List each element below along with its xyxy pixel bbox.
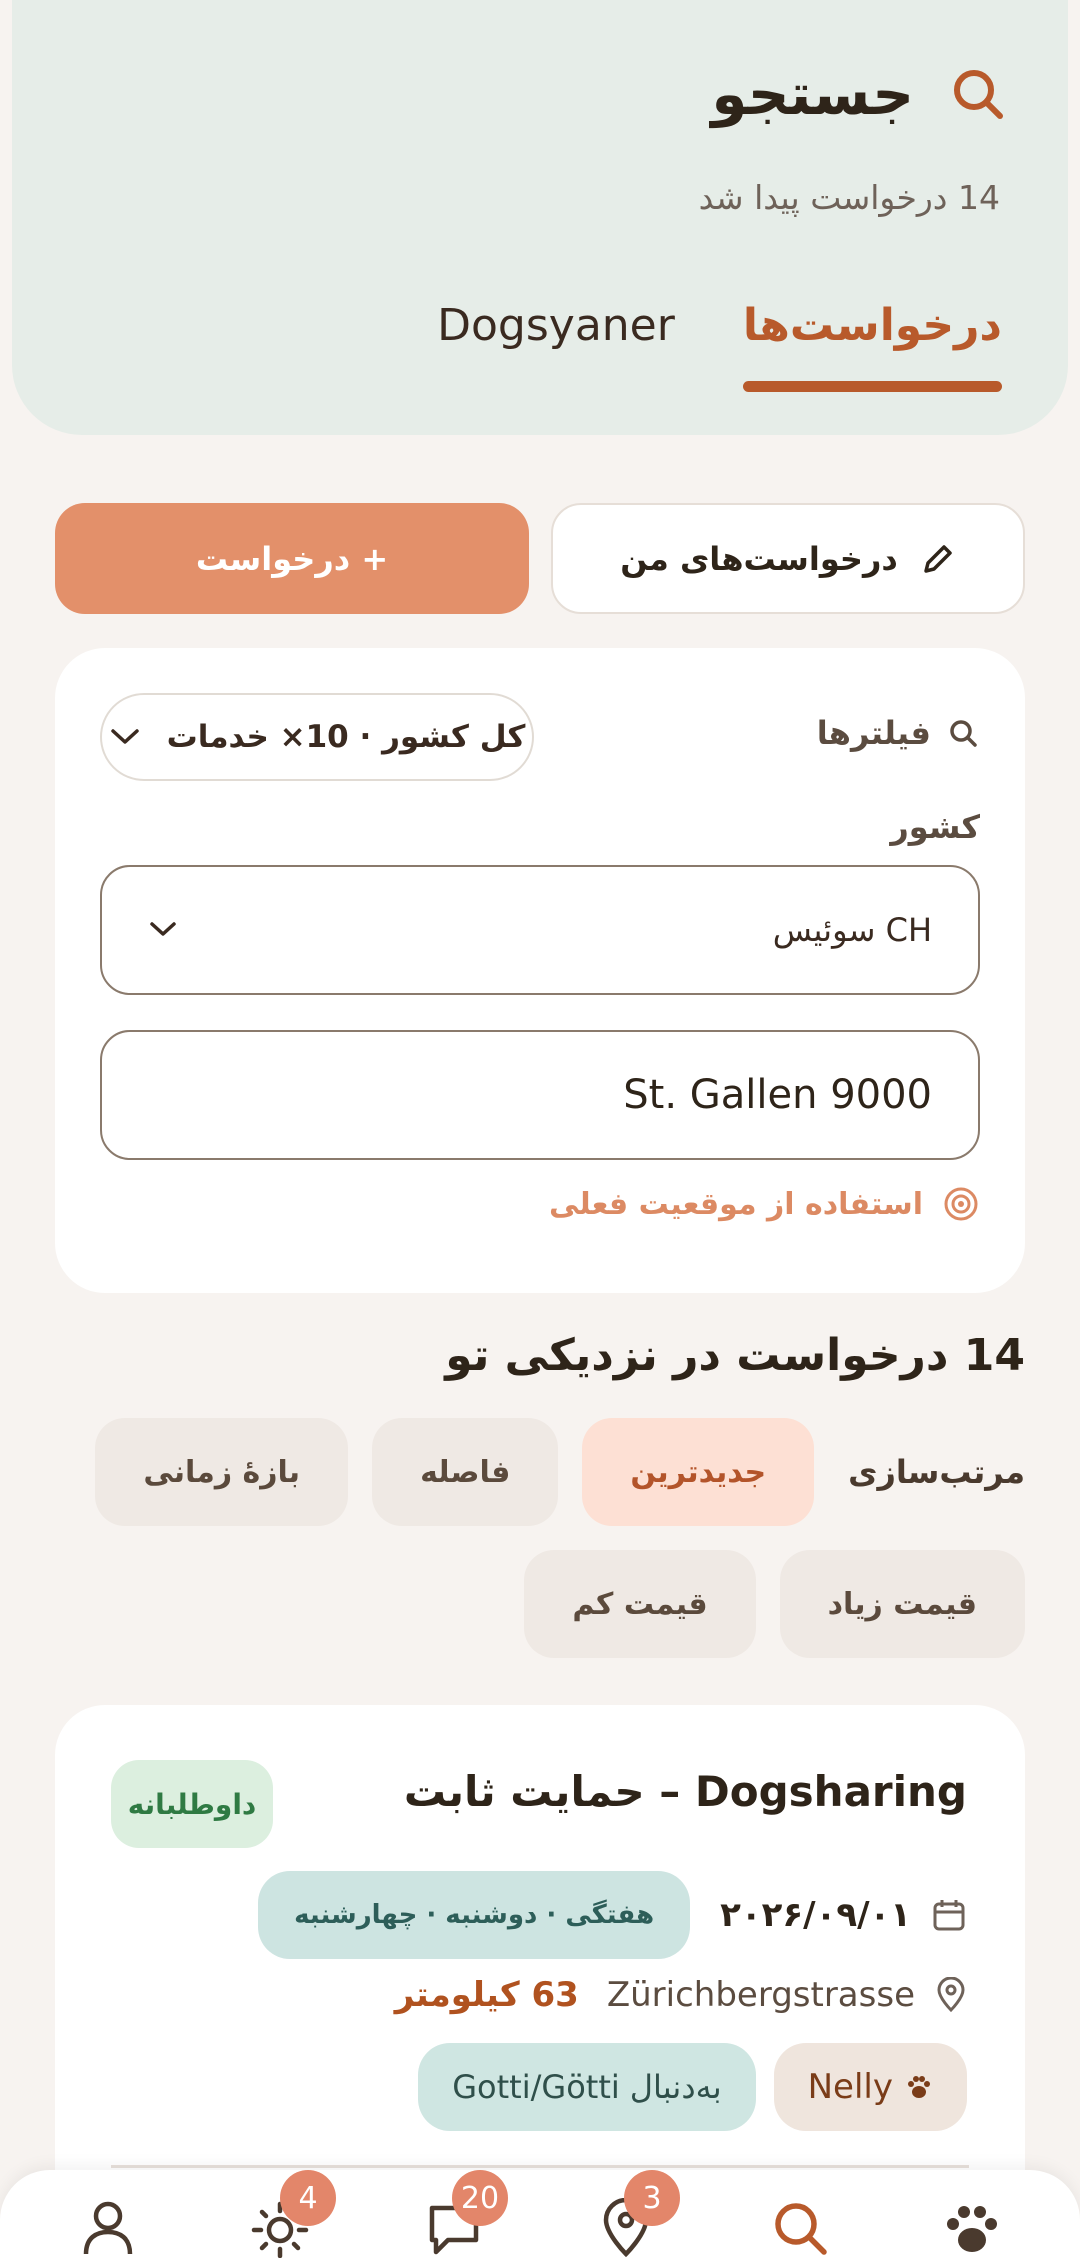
distance-value: 63 کیلومتر [394, 1975, 579, 2015]
sort-timeframe-chip[interactable]: بازهٔ زمانی [95, 1418, 348, 1526]
sort-label: مرتب‌سازی [848, 1453, 1025, 1491]
tags-row [418, 2043, 967, 2131]
nav-pets[interactable] [942, 2198, 1002, 2258]
title-row [711, 60, 1006, 128]
filters-label: فیلترها [816, 714, 931, 752]
country-select[interactable] [100, 865, 980, 995]
my-requests-label: درخواست‌های من [620, 539, 898, 578]
target-icon [943, 1186, 979, 1222]
places-badge: 3 [624, 2170, 680, 2226]
card-divider [111, 2165, 969, 2168]
new-request-button[interactable] [55, 503, 529, 614]
volunteer-badge: داوطلبانه [111, 1760, 273, 1848]
chevron-down-icon [109, 727, 141, 747]
pet-tag [774, 2043, 967, 2131]
filters-heading [817, 714, 979, 752]
city-input[interactable] [100, 1030, 980, 1160]
tab-requests[interactable]: درخواست‌ها [743, 300, 1002, 392]
seeking-value: Gotti/Götti [452, 2068, 620, 2106]
country-value: CH سوئیس [772, 911, 932, 949]
city-value: St. Gallen 9000 [623, 1072, 932, 1118]
nav-explore[interactable] [250, 2180, 318, 2258]
my-requests-button[interactable] [551, 503, 1025, 614]
explore-badge: 4 [280, 2170, 336, 2226]
nav-profile[interactable] [78, 2198, 138, 2258]
header [12, 0, 1068, 435]
seeking-prefix: به‌دنبال [629, 2068, 722, 2106]
country-label: کشور [890, 808, 980, 846]
use-location-button[interactable] [549, 1186, 979, 1222]
sort-newest-chip[interactable]: جدیدترین [582, 1418, 814, 1526]
nav-messages[interactable] [424, 2180, 500, 2258]
calendar-icon [931, 1897, 967, 1933]
messages-badge: 20 [452, 2170, 508, 2226]
search-icon [950, 66, 1006, 122]
paw-icon [942, 2198, 1002, 2258]
search-icon [947, 717, 979, 749]
pet-name: Nelly [807, 2067, 893, 2107]
chevron-down-icon [148, 920, 178, 940]
filter-card [55, 648, 1025, 1293]
sort-row [95, 1418, 1025, 1526]
location-row [395, 1975, 967, 2015]
results-count-subtitle: 14 درخواست پیدا شد [698, 178, 1000, 217]
use-location-label: استفاده از موقعیت فعلی [548, 1186, 923, 1222]
bottom-nav [0, 2170, 1080, 2268]
date-row [258, 1871, 967, 1959]
map-pin-icon [935, 1977, 967, 2013]
nav-places[interactable] [596, 2180, 662, 2258]
new-request-label: + درخواست [195, 539, 389, 578]
sort-price-low-chip[interactable]: قیمت کم [524, 1550, 755, 1658]
street-name: Zürichbergstrasse [606, 1975, 915, 2015]
tab-dogsitters[interactable]: Dogsyaner [437, 300, 675, 351]
paw-icon [905, 2073, 933, 2101]
request-date: ۲۰۲۶/۰۹/۰۱ [720, 1895, 911, 1935]
tab-bar [437, 300, 1002, 392]
search-icon [770, 2198, 830, 2258]
filter-summary-dropdown[interactable] [100, 693, 534, 781]
seeking-tag [418, 2043, 755, 2131]
page-title: جستجو [711, 60, 914, 128]
results-heading: 14 درخواست در نزدیکی تو [445, 1330, 1025, 1381]
schedule-badge: هفتگی · دوشنبه · چهارشنبه [258, 1871, 690, 1959]
nav-search[interactable] [770, 2198, 830, 2258]
filter-summary-text: کل کشور · 10× خدمات [166, 719, 526, 755]
sort-row-2 [524, 1550, 1025, 1658]
sort-distance-chip[interactable]: فاصله [372, 1418, 558, 1526]
sort-price-high-chip[interactable]: قیمت زیاد [780, 1550, 1025, 1658]
request-title: Dogsharing – حمایت ثابت [403, 1767, 967, 1816]
person-icon [78, 2198, 138, 2258]
pencil-icon [920, 541, 956, 577]
